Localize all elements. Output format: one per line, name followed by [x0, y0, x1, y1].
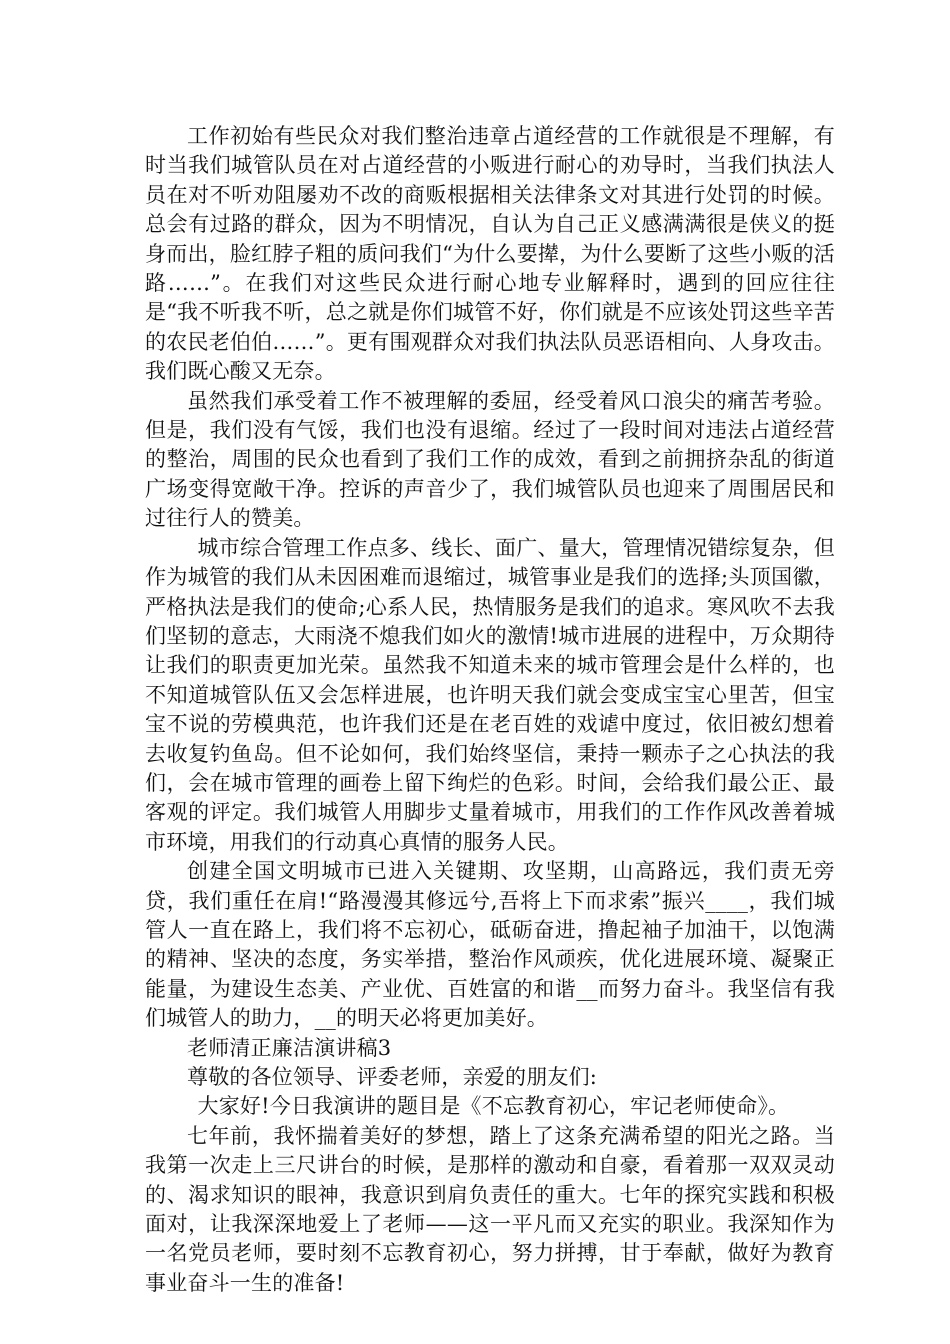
- paragraph-1: 工作初始有些民众对我们整治违章占道经营的工作就很是不理解，有时当我们城管队员在对占道经营的小贩进行耐心的劝导时，当我们执法人员在对不听劝阻屡劝不改的商贩根据相关法律条文对其进行处罚的时候。总会有过路的群众，因为不明情况，自认为自己正义感满满很是侠义的挺身而出，脸红脖子粗的质问我们“为什么要撵，为什么要断了这些小贩的活路……”。在我们对这些民众进行耐心地专业解释时，遇到的回应往往是“我不听我不听，总之就是你们城管不好，你们就是不应该处罚这些辛苦的农民老伯伯……”。更有围观群众对我们执法队员恶语相向、人身攻击。我们既心酸又无奈。: [145, 124, 835, 384]
- document-body: [145, 122, 835, 1298]
- paragraph-3: 城市综合管理工作点多、线长、面广、量大，管理情况错综复杂，但作为城管的我们从未因困难而退缩过，城管事业是我们的选择;头顶国徽，严格执法是我们的使命;心系人民，热情服务是我们的追求。寒风吹不去我们坚韧的意志，大雨浇不熄我们如火的激情!城市进展的进程中，万众期待让我们的职责更加光荣。虽然我不知道未来的城市管理会是什么样的，也不知道城管队伍又会怎样进展，也许明天我们就会变成宝宝心里苦，但宝宝不说的劳模典范，也许我们还是在老百姓的戏谑中度过，依旧被幻想着去收复钓鱼岛。但不论如何，我们始终坚信，秉持一颗赤子之心执法的我们，会在城市管理的画卷上留下绚烂的色彩。时间，会给我们最公正、最客观的评定。我们城管人用脚步丈量着城市，用我们的工作作风改善着城市环境，用我们的行动真心真情的服务人民。: [145, 535, 835, 854]
- paragraph-2: 虽然我们承受着工作不被理解的委屈，经受着风口浪尖的痛苦考验。但是，我们没有气馁，我们也没有退缩。经过了一段时间对违法占道经营的整治，周围的民众也看到了我们工作的成效，看到之前拥挤杂乱的街道广场变得宽敞干净。控诉的声音少了，我们城管队员也迎来了周围居民和过往行人的赞美。: [145, 388, 835, 531]
- paragraph-5: 七年前，我怀揣着美好的梦想，踏上了这条充满希望的阳光之路。当我第一次走上三尺讲台的时候，是那样的激动和自豪，看着那一双双灵动的、渴求知识的眼神，我意识到肩负责任的重大。七年的探究实践和积极面对，让我深深地爱上了老师——这一平凡而又充实的职业。我深知作为一名党员老师，要时刻不忘教育初心，努力拼搏，甘于奉献，做好为教育事业奋斗一生的准备!: [145, 1123, 835, 1295]
- paragraph-4: 创建全国文明城市已进入关键期、攻坚期，山高路远，我们责无旁贷，我们重任在肩!“路漫漫其修远兮,吾将上下而求索”振兴____，我们城管人一直在路上，我们将不忘初心，砥砺奋进，撸起袖子加油干，以饱满的精神、坚决的态度，务实举措，整治作风顽疾，优化进展环境、凝聚正能量，为建设生态美、产业优、百姓富的和谐__而努力奋斗。我坚信有我们城管人的助力，__的明天必将更加美好。: [145, 859, 835, 1031]
- speech-title: 老师清正廉洁演讲稿3: [187, 1035, 392, 1060]
- speech-opening: 大家好!今日我演讲的题目是《不忘教育初心，牢记老师使命》。: [197, 1094, 790, 1119]
- speech-greeting: 尊敬的各位领导、评委老师，亲爱的朋友们:: [187, 1065, 598, 1089]
